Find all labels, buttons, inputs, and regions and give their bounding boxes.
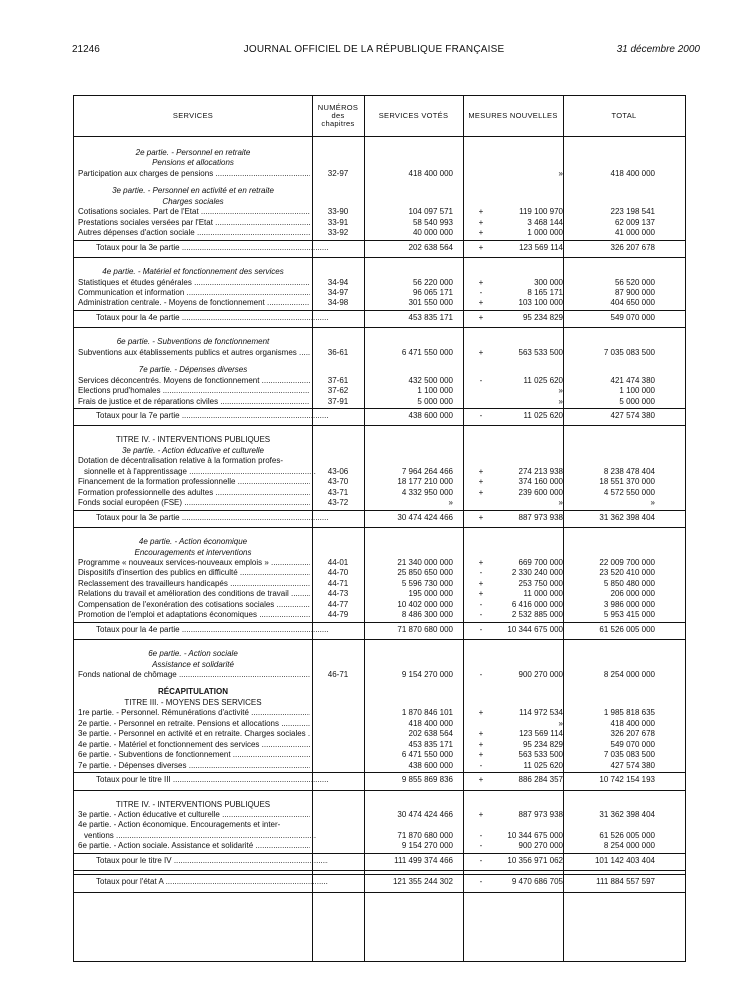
total-rule <box>74 622 685 623</box>
section-rule <box>74 870 685 871</box>
total-value: 1 100 000 <box>619 386 655 396</box>
total-rule <box>74 853 685 854</box>
total-rule <box>74 240 685 241</box>
total-value: 326 207 678 <box>610 729 655 739</box>
services-votes-value: 111 499 374 466 <box>394 855 453 865</box>
total-value: 418 400 000 <box>610 718 655 728</box>
services-votes-value: 71 870 680 000 <box>397 830 453 840</box>
mesures-value: » <box>558 396 563 406</box>
mesures-value: 95 234 829 <box>522 312 563 322</box>
table-row <box>74 750 685 760</box>
table-row <box>74 670 685 680</box>
sign-value: + <box>478 739 484 749</box>
chapter-number: 44-77 <box>327 599 349 609</box>
table-row <box>74 600 685 610</box>
section-heading: 2e partie. - Personnel en retraite <box>135 148 251 157</box>
total-value: 22 009 700 000 <box>599 557 655 567</box>
sign-value: - <box>479 411 483 420</box>
total-value: 10 742 154 193 <box>599 775 655 785</box>
mesures-value: 563 533 500 <box>518 750 563 760</box>
total-value: 5 000 000 <box>619 396 655 406</box>
sign-value: - <box>479 841 483 851</box>
row-label: Financement de la formation professionnelle ..... <box>78 477 310 487</box>
services-votes-value: 6 471 550 000 <box>401 347 453 357</box>
chapter-number: 32-97 <box>327 168 349 178</box>
sign-value: - <box>479 599 483 609</box>
col-header-services: SERVICES <box>172 111 214 120</box>
table-row <box>74 558 685 568</box>
chapter-number: 44-01 <box>327 557 349 567</box>
services-votes-value: 56 220 000 <box>412 277 453 287</box>
sign-value: + <box>478 277 484 287</box>
total-value: 427 574 380 <box>610 411 655 420</box>
section-heading: 6e partie. - Action sociale <box>148 649 238 659</box>
services-votes-value: 18 177 210 000 <box>397 477 453 487</box>
sign-value: + <box>478 347 484 357</box>
row-label: Formation professionnelle des adultes ..... <box>78 488 310 498</box>
table-row <box>74 386 685 396</box>
section-heading: 6e partie. - Subventions de fonctionnement <box>116 337 270 347</box>
col-header-mesures-nouvelles: MESURES NOUVELLES <box>468 111 558 120</box>
sign-value: + <box>478 298 484 308</box>
row-label: 6e partie. - Subventions de fonctionnement ..... <box>78 750 310 760</box>
page-header <box>0 44 748 58</box>
table-row <box>74 218 685 228</box>
sign-value: + <box>478 228 484 238</box>
row-label: Communication et information ..... <box>78 288 310 298</box>
row-label: 2e partie. - Personnel en retraite. Pensions et allocations ..... <box>78 719 310 729</box>
services-votes-value: 1 100 000 <box>417 386 453 396</box>
sign-value: + <box>478 775 484 785</box>
services-votes-value: 418 400 000 <box>408 168 453 178</box>
mesures-value: 669 700 000 <box>518 557 563 567</box>
table-row <box>74 740 685 750</box>
row-label: sionnelle et à l'apprentissage ..... <box>84 467 316 477</box>
chapter-number: 44-79 <box>327 610 349 620</box>
chapter-number: 33-91 <box>327 217 349 227</box>
services-votes-value: 104 097 571 <box>408 207 453 217</box>
sign-value: + <box>478 589 484 599</box>
total-rule <box>74 408 685 409</box>
total-value: 421 474 380 <box>610 375 655 385</box>
row-label: Totaux pour le titre III ..... <box>96 775 328 785</box>
chapter-number: 43-72 <box>327 498 349 508</box>
section-heading: 3e partie. - Personnel en activité et en retraite <box>112 186 274 196</box>
table-row <box>74 841 685 851</box>
row-label: 1re partie. - Personnel. Rémunérations d'activité ..... <box>78 708 310 718</box>
table-row <box>74 298 685 308</box>
col-header-services-votes: SERVICES VOTÉS <box>378 111 449 120</box>
row-label: Frais de justice et de réparations civiles ..... <box>78 397 310 407</box>
mesures-value: 11 025 620 <box>523 760 563 770</box>
sign-value: + <box>478 487 484 497</box>
mesures-value: 253 750 000 <box>518 578 563 588</box>
section-rule <box>74 639 685 640</box>
mesures-value: 119 100 970 <box>519 207 563 217</box>
services-votes-value: » <box>448 498 453 508</box>
mesures-value: 8 165 171 <box>527 287 563 297</box>
table-row <box>74 761 685 771</box>
row-label: 3e partie. - Personnel en activité et en retraite. Charges sociales ..... <box>78 729 310 739</box>
sign-value: + <box>478 578 484 588</box>
sign-value: + <box>478 512 484 522</box>
row-label: Statistiques et études générales ..... <box>78 278 310 288</box>
services-votes-value: 6 471 550 000 <box>401 750 453 760</box>
sign-value: + <box>478 750 484 760</box>
row-label: Participation aux charges de pensions ..... <box>78 169 310 179</box>
row-label: 4e partie. - Matériel et fonctionnement des services ..... <box>78 740 310 750</box>
services-votes-value: 9 855 869 836 <box>401 775 453 785</box>
table-row <box>74 729 685 739</box>
services-votes-value: 8 486 300 000 <box>401 610 453 620</box>
total-rule <box>74 310 685 311</box>
row-label: Programme « nouveaux services-nouveaux emplois » ..... <box>78 558 310 568</box>
section-heading: TITRE III. - MOYENS DES SERVICES <box>124 697 262 707</box>
table-row <box>74 397 685 407</box>
chapter-number: 34-94 <box>327 277 349 287</box>
row-label: 6e partie. - Action sociale. Assistance et solidarité ..... <box>78 841 310 851</box>
services-votes-value: 5 596 730 000 <box>401 578 453 588</box>
total-rule <box>74 874 685 875</box>
mesures-value: 3 468 144 <box>527 217 563 227</box>
mesures-value: 887 973 938 <box>518 809 563 819</box>
col-header-total: TOTAL <box>611 111 637 120</box>
chapter-number: 46-71 <box>327 670 349 679</box>
table-row <box>74 488 685 498</box>
mesures-value: 114 972 534 <box>519 708 563 718</box>
services-votes-value: 25 850 650 000 <box>397 568 453 578</box>
totals-row <box>74 313 685 323</box>
section-heading: 4e partie. - Action économique <box>138 537 248 547</box>
total-value: 427 574 380 <box>610 760 655 770</box>
totals-row <box>74 243 685 253</box>
total-value: 23 520 410 000 <box>599 568 655 578</box>
sign-value: - <box>479 610 483 620</box>
issue-date: 31 décembre 2000 <box>616 44 700 55</box>
sign-value: - <box>479 855 483 865</box>
row-label: Totaux pour la 3e partie ..... <box>96 513 328 523</box>
table-row <box>74 820 685 830</box>
table-row <box>74 719 685 729</box>
mesures-value: 274 213 938 <box>518 466 563 476</box>
mesures-value: 10 344 675 000 <box>507 830 563 840</box>
total-value: 101 142 403 404 <box>594 855 655 865</box>
total-value: 56 520 000 <box>614 277 655 287</box>
services-votes-value: 30 474 424 466 <box>397 809 453 819</box>
table-row <box>74 810 685 820</box>
mesures-value: » <box>558 168 563 178</box>
sign-value: - <box>479 568 483 578</box>
total-value: 4 572 550 000 <box>603 487 655 497</box>
mesures-value: 11 025 620 <box>523 375 563 385</box>
services-votes-value: 96 065 171 <box>412 287 453 297</box>
table-row <box>74 708 685 718</box>
table-row <box>74 169 685 179</box>
section-rule <box>74 425 685 426</box>
sign-value: - <box>479 670 483 679</box>
mesures-value: 2 532 885 000 <box>511 610 563 620</box>
total-value: 549 070 000 <box>610 312 655 322</box>
row-label: Reclassement des travailleurs handicapés ..... <box>78 579 310 589</box>
row-label: Dispositifs d'insertion des publics en difficulté ..... <box>78 568 310 578</box>
row-label: Services déconcentrés. Moyens de fonctionnement ..... <box>78 376 310 386</box>
total-value: 326 207 678 <box>610 242 655 252</box>
sign-value: + <box>478 217 484 227</box>
sign-value: + <box>478 557 484 567</box>
row-label: Relations du travail et amélioration des conditions de travail ..... <box>78 589 310 599</box>
sign-value: + <box>478 729 484 739</box>
row-label: Totaux pour l'état A ..... <box>96 877 328 887</box>
budget-table <box>73 95 686 962</box>
services-votes-value: 7 964 264 466 <box>401 466 453 476</box>
journal-title: JOURNAL OFFICIEL DE LA RÉPUBLIQUE FRANÇAISE <box>243 44 505 55</box>
section-rule <box>74 892 685 893</box>
services-votes-value: 40 000 000 <box>412 228 453 238</box>
sign-value: - <box>479 375 483 385</box>
chapter-number: 37-91 <box>327 396 349 406</box>
totals-row <box>74 877 685 887</box>
row-label: Subventions aux établissements publics et autres organismes ..... <box>78 348 310 358</box>
total-value: 3 986 000 000 <box>603 599 655 609</box>
sign-value: + <box>478 477 484 487</box>
mesures-value: 900 270 000 <box>518 841 563 851</box>
total-value: 5 850 480 000 <box>603 578 655 588</box>
total-value: 18 551 370 000 <box>599 477 655 487</box>
row-label: Promotion de l'emploi et adaptations économiques ..... <box>78 610 310 620</box>
services-votes-value: 438 600 000 <box>408 760 453 770</box>
row-label: Administration centrale. - Moyens de fonctionnement ..... <box>78 298 310 308</box>
total-value: 1 985 818 635 <box>603 708 655 718</box>
chapter-number: 37-62 <box>327 386 349 396</box>
mesures-value: 900 270 000 <box>518 670 563 679</box>
row-label: ventions ..... <box>84 831 316 841</box>
services-votes-value: 418 400 000 <box>408 718 453 728</box>
sign-value: + <box>478 207 484 217</box>
total-value: 8 254 000 000 <box>603 841 655 851</box>
table-row <box>74 498 685 508</box>
mesures-value: 95 234 829 <box>522 739 563 749</box>
total-value: 61 526 005 000 <box>599 830 655 840</box>
page-number: 21246 <box>72 44 100 55</box>
table-row <box>74 376 685 386</box>
chapter-number: 36-61 <box>327 347 349 357</box>
chapter-number: 33-90 <box>327 207 349 217</box>
sign-value: + <box>478 242 484 252</box>
total-value: 62 009 137 <box>614 217 655 227</box>
services-votes-value: 438 600 000 <box>408 411 453 420</box>
section-heading: Pensions et allocations <box>152 158 234 168</box>
table-row <box>74 456 685 466</box>
table-row <box>74 568 685 578</box>
section-heading: TITRE IV. - INTERVENTIONS PUBLIQUES <box>115 799 271 809</box>
chapter-number: 43-06 <box>327 466 349 476</box>
table-row <box>74 348 685 358</box>
chapter-number: 44-71 <box>327 578 349 588</box>
total-value: 8 238 478 404 <box>603 466 655 476</box>
services-votes-value: 10 402 000 000 <box>397 599 453 609</box>
total-value: 41 000 000 <box>614 228 655 238</box>
section-rule <box>74 327 685 328</box>
table-row <box>74 831 685 841</box>
mesures-value: 886 284 357 <box>518 775 563 785</box>
mesures-value: 374 160 000 <box>518 477 563 487</box>
recap-heading: RÉCAPITULATION <box>157 687 229 697</box>
section-heading: 3e partie. - Action éducative et culturelle <box>121 445 264 455</box>
sign-value: + <box>478 708 484 718</box>
section-heading: Charges sociales <box>162 196 224 206</box>
table-row <box>74 610 685 620</box>
row-label: 7e partie. - Dépenses diverses ..... <box>78 761 310 771</box>
services-votes-value: 453 835 171 <box>408 312 453 322</box>
chapter-number: 34-97 <box>327 287 349 297</box>
mesures-value: 239 600 000 <box>518 487 563 497</box>
mesures-value: 2 330 240 000 <box>511 568 563 578</box>
total-value: 7 035 083 500 <box>603 750 655 760</box>
sign-value: + <box>478 466 484 476</box>
services-votes-value: 58 540 993 <box>412 217 453 227</box>
total-value: 61 526 005 000 <box>599 624 655 634</box>
services-votes-value: 9 154 270 000 <box>401 670 453 679</box>
col-header-chapitres: NUMÉROS des chapitres <box>317 103 359 128</box>
section-heading: Encouragements et interventions <box>134 547 252 557</box>
chapter-number: 44-70 <box>327 568 349 578</box>
section-heading: Assistance et solidarité <box>152 659 234 669</box>
table-row <box>74 288 685 298</box>
total-value: 31 362 398 404 <box>599 809 655 819</box>
table-row <box>74 579 685 589</box>
sign-value: + <box>478 809 484 819</box>
table-row <box>74 278 685 288</box>
services-votes-value: 21 340 000 000 <box>397 557 453 567</box>
mesures-value: 11 000 000 <box>523 589 563 599</box>
services-votes-value: 1 870 846 101 <box>401 708 453 718</box>
mesures-value: 9 470 686 705 <box>511 877 563 887</box>
row-label: Totaux pour la 4e partie ..... <box>96 313 328 323</box>
row-label: Totaux pour la 3e partie ..... <box>96 243 328 253</box>
mesures-value: 11 025 620 <box>523 411 563 420</box>
mesures-value: » <box>558 718 563 728</box>
row-label: Totaux pour la 4e partie ..... <box>96 625 328 635</box>
row-label: Fonds national de chômage ..... <box>78 670 310 680</box>
section-heading: 4e partie. - Matériel et fonctionnement des services <box>102 267 284 277</box>
row-label: Autres dépenses d'action sociale ..... <box>78 228 310 238</box>
total-value: 5 953 415 000 <box>603 610 655 620</box>
total-value: 7 035 083 500 <box>603 347 655 357</box>
total-value: 111 884 557 597 <box>596 877 655 887</box>
services-votes-value: 301 550 000 <box>408 298 453 308</box>
totals-row <box>74 856 685 866</box>
total-value: 418 400 000 <box>610 168 655 178</box>
services-votes-value: 121 355 244 302 <box>392 877 453 887</box>
chapter-number: 34-98 <box>327 298 349 308</box>
chapter-number: 43-71 <box>327 487 349 497</box>
mesures-value: 103 100 000 <box>518 298 563 308</box>
mesures-value: 10 344 675 000 <box>507 624 563 634</box>
services-votes-value: 4 332 950 000 <box>401 487 453 497</box>
totals-row <box>74 411 685 421</box>
total-value: 8 254 000 000 <box>603 670 655 679</box>
row-label: 4e partie. - Action économique. Encouragements et inter- <box>78 820 281 830</box>
mesures-value: 123 569 114 <box>519 242 563 252</box>
mesures-value: 887 973 938 <box>518 512 563 522</box>
sign-value: - <box>479 760 483 770</box>
table-row <box>74 207 685 217</box>
services-votes-value: 453 835 171 <box>408 739 453 749</box>
totals-row <box>74 775 685 785</box>
section-rule <box>74 257 685 258</box>
total-rule <box>74 772 685 773</box>
services-votes-value: 5 000 000 <box>417 396 453 406</box>
section-heading: 7e partie. - Dépenses diverses <box>138 365 248 375</box>
services-votes-value: 195 000 000 <box>408 589 453 599</box>
row-label: 3e partie. - Action éducative et culturelle ..... <box>78 810 310 820</box>
services-votes-value: 30 474 424 466 <box>397 512 453 522</box>
mesures-value: 1 000 000 <box>527 228 563 238</box>
section-rule <box>74 790 685 791</box>
table-row <box>74 467 685 477</box>
table-row <box>74 589 685 599</box>
mesures-value: 10 356 971 062 <box>507 855 563 865</box>
row-label: Elections prud'homales ..... <box>78 386 310 396</box>
services-votes-value: 432 500 000 <box>408 375 453 385</box>
sign-value: + <box>478 312 484 322</box>
table-row <box>74 228 685 238</box>
sign-value: - <box>479 830 483 840</box>
row-label: Dotation de décentralisation relative à la formation profes- <box>78 456 283 466</box>
totals-row <box>74 625 685 635</box>
mesures-value: 563 533 500 <box>518 347 563 357</box>
total-value: 87 900 000 <box>614 287 655 297</box>
total-value: 206 000 000 <box>610 589 655 599</box>
chapter-number: 43-70 <box>327 477 349 487</box>
total-value: 549 070 000 <box>610 739 655 749</box>
totals-row <box>74 513 685 523</box>
header-divider <box>74 136 685 137</box>
row-label: Totaux pour le titre IV ..... <box>96 856 328 866</box>
table-row <box>74 477 685 487</box>
section-heading: TITRE IV. - INTERVENTIONS PUBLIQUES <box>115 435 271 445</box>
chapter-number: 37-61 <box>327 375 349 385</box>
total-rule <box>74 510 685 511</box>
services-votes-value: 9 154 270 000 <box>401 841 453 851</box>
total-value: 223 198 541 <box>610 207 655 217</box>
chapter-number: 44-73 <box>327 589 349 599</box>
row-label: Compensation de l'exonération des cotisations sociales ..... <box>78 600 310 610</box>
total-value: » <box>650 498 655 508</box>
mesures-value: 6 416 000 000 <box>511 599 563 609</box>
sign-value: - <box>479 624 483 634</box>
total-value: 404 650 000 <box>610 298 655 308</box>
row-label: Totaux pour la 7e partie ..... <box>96 411 328 421</box>
mesures-value: 300 000 <box>534 277 563 287</box>
sign-value: - <box>479 287 483 297</box>
mesures-value: 123 569 114 <box>519 729 563 739</box>
sign-value: - <box>479 877 483 887</box>
row-label: Prestations sociales versées par l'Etat ..... <box>78 218 310 228</box>
services-votes-value: 202 638 564 <box>408 242 453 252</box>
total-value: 31 362 398 404 <box>599 512 655 522</box>
services-votes-value: 71 870 680 000 <box>397 624 453 634</box>
services-votes-value: 202 638 564 <box>408 729 453 739</box>
mesures-value: » <box>558 386 563 396</box>
row-label: Cotisations sociales. Part de l'Etat ..... <box>78 207 310 217</box>
row-label: Fonds social européen (FSE) ..... <box>78 498 310 508</box>
section-rule <box>74 527 685 528</box>
chapter-number: 33-92 <box>327 228 349 238</box>
mesures-value: » <box>558 498 563 508</box>
